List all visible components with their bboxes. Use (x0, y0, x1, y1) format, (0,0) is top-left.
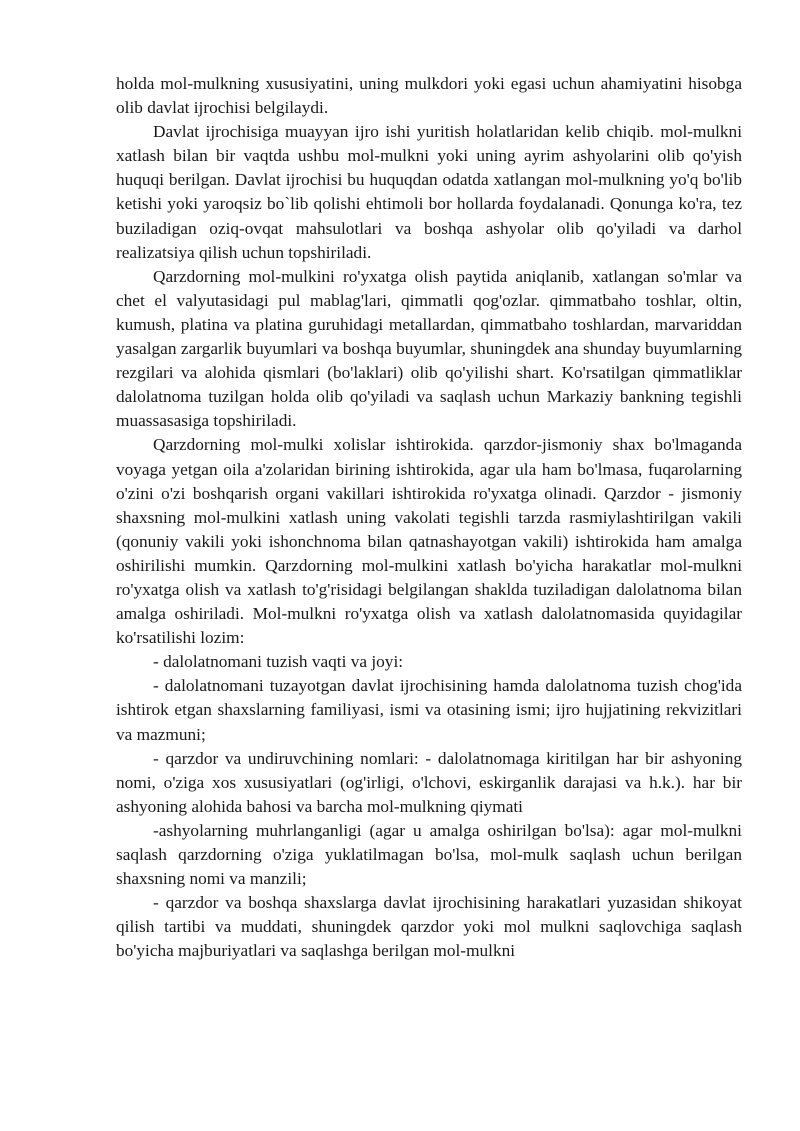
list-item-appeal: - qarzdor va boshqa shaxslarga davlat ijrochisining harakatlari yuzasidan shikoyat qilish tartibi va muddati, shuningdek qarzdor yoki mol mulkni saqlovchiga saqlash bo'yicha majburiyatlari va saqlashga berilgan mol-mulkni (116, 893, 742, 961)
list-item-officer-names: - dalolatnomani tuzayotgan davlat ijrochisining hamda dalolatnoma tuzish chog'ida ishtirok etgan shaxslarning familiyasi, ismi va otasining ismi; ijro hujjatining rekvizitlari va mazmuni; (116, 676, 742, 744)
document-page (116, 72, 742, 963)
paragraph-seizure-right: Davlat ijrochisiga muayyan ijro ishi yuritish holatlaridan kelib chiqib. mol-mulkni xatlash bilan bir vaqtda ushbu mol-mulkni yoki uning ayrim ashyolarini olib qo'yish huquqi berilgan. Davlat ijrochisi bu huquqdan odatda xatlangan mol-mulkning yo'q bo'lib ketishi yoki yaroqsiz bo`lib qolishi ehtimoli bor hollarda foydalanadi. Qonunga ko'ra, tez buziladigan oziq-ovqat mahsulotlari va boshqa ashyolar olib qo'yiladi va darhol realizatsiya qilish uchun topshiriladi. (116, 122, 742, 262)
paragraph-witnesses: Qarzdorning mol-mulki xolislar ishtirokida. qarzdor-jismoniy shax bo'lmaganda voyaga yetgan oila a'zolaridan birining ishtirokida, agar ula ham bo'lmasa, fuqarolarning o'zini o'zi boshqarish organi vakillari ishtirokida ro'yxatga olinadi. Qarzdor - jismoniy shaxsning mol-mulkini xatlash uning vakolati tegishli tarzda rasmiylashtirilgan vakili (qonuniy vakili yoki ishonchnoma bilan qatnashayotgan vakili) ishtirokida ham amalga oshirilishi mumkin. Qarzdorning mol-mulkini xatlash bo'yicha harakatlar mol-mulkni ro'yxatga olish va xatlash to'g'risidagi belgilangan shaklda tuziladigan dalolatnoma bilan amalga oshiriladi. Mol-mulkni ro'yxatga olish va xatlash dalolatnomasida quyidagilar ko'rsatilishi lozim: (116, 435, 742, 648)
paragraph-valuables: Qarzdorning mol-mulkini ro'yxatga olish paytida aniqlanib, xatlangan so'mlar va chet el valyutasidagi pul mablag'lari, qimmatli qog'ozlar. qimmatbaho toshlar, oltin, kumush, platina va platina guruhidagi metallardan, qimmatbaho toshlardan, marvariddan yasalgan zargarlik buyumlari va boshqa buyumlar, shuningdek ana shunday buyumlarning rezgilari va alohida qismlari (bo'laklari) olib qo'yilishi shart. Ko'rsatilgan qimmatliklar dalolatnoma tuzilgan holda olib qo'yiladi va saqlash uchun Markaziy bankning tegishli muassasasiga topshiriladi. (116, 266, 742, 431)
paragraph-continuation: holda mol-mulkning xususiyatini, uning mulkdori yoki egasi uchun ahamiyatini hisobga olib davlat ijrochisi belgilaydi. (116, 74, 742, 118)
list-item-time-place: - dalolatnomani tuzish vaqti va joyi: (153, 652, 404, 672)
list-item-sealing: -ashyolarning muhrlanganligi (agar u amalga oshirilgan bo'lsa): agar mol-mulkni saqlash qarzdorning o'ziga yuklatilmagan bo'lsa, mol-mulk saqlash uchun berilgan shaxsning nomi va manzili; (116, 820, 742, 889)
list-item-debtor-names: - qarzdor va undiruvchining nomlari: - dalolatnomaga kiritilgan har bir ashyoning nomi, o'ziga xos xususiyatlari (og'irligi, o'lchovi, eskirganlik darajasi va h.k.). har bir ashyoning alohida bahosi va barcha mol-mulkning qiymati (116, 748, 742, 816)
